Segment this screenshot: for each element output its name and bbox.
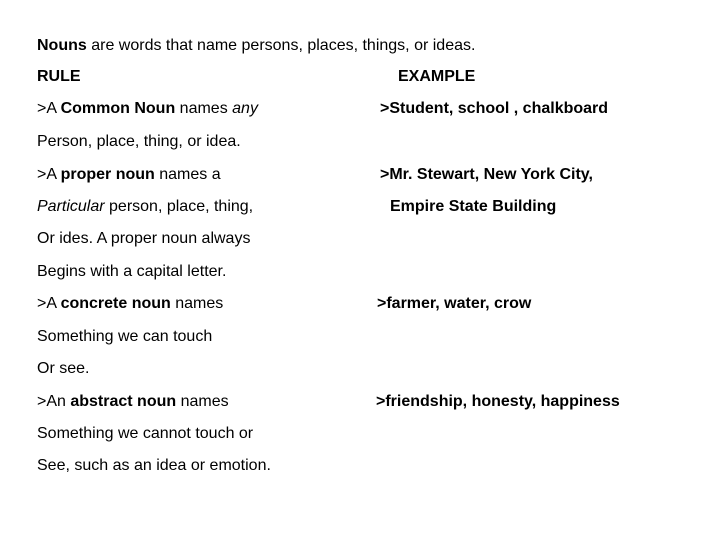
rule-header: RULE: [37, 68, 81, 85]
proper-rule-line1: [37, 165, 221, 185]
common-rule-line2: Person, place, thing, or idea.: [37, 133, 241, 150]
abstract-term: abstract noun: [70, 393, 177, 410]
abstract-rule-line2: Something we cannot touch or: [37, 425, 254, 442]
abstract-rule-line3: See, such as an idea or emotion.: [37, 457, 271, 474]
intro-text: are words that name persons, places, things, or ideas.: [86, 37, 476, 54]
common-prefix: >A: [37, 100, 61, 117]
proper-term: proper noun: [60, 166, 155, 183]
common-rule-line1: [37, 99, 258, 119]
concrete-middle: names: [170, 295, 224, 312]
proper-example-line1: >Mr. Stewart, New York City,: [380, 166, 593, 183]
common-term: Common Noun: [60, 100, 176, 117]
proper-rule-line4: Begins with a capital letter.: [37, 263, 227, 280]
common-example: >Student, school , chalkboard: [380, 100, 609, 117]
concrete-prefix: >A: [37, 295, 61, 312]
abstract-rule-line1: [37, 392, 229, 412]
proper-rule-line3: Or ides. A proper noun always: [37, 230, 251, 247]
common-italic: any: [232, 100, 258, 117]
concrete-rule-line1: [37, 294, 223, 314]
concrete-example: >farmer, water, crow: [377, 295, 532, 312]
concrete-term: concrete noun: [60, 295, 171, 312]
example-header: EXAMPLE: [398, 68, 476, 85]
abstract-prefix: >An: [37, 393, 71, 410]
proper-middle: names a: [154, 166, 221, 183]
abstract-example: >friendship, honesty, happiness: [376, 393, 620, 410]
common-middle: names: [175, 100, 233, 117]
proper-line2-rest: person, place, thing,: [104, 198, 254, 215]
intro-bold: Nouns: [37, 37, 87, 54]
proper-example-line2: Empire State Building: [390, 198, 557, 215]
proper-italic: Particular: [37, 198, 105, 215]
proper-prefix: >A: [37, 166, 61, 183]
proper-rule-line2: [37, 197, 253, 217]
abstract-middle: names: [176, 393, 229, 410]
concrete-rule-line3: Or see.: [37, 360, 90, 377]
intro-line: [37, 36, 475, 56]
concrete-rule-line2: Something we can touch: [37, 328, 213, 345]
